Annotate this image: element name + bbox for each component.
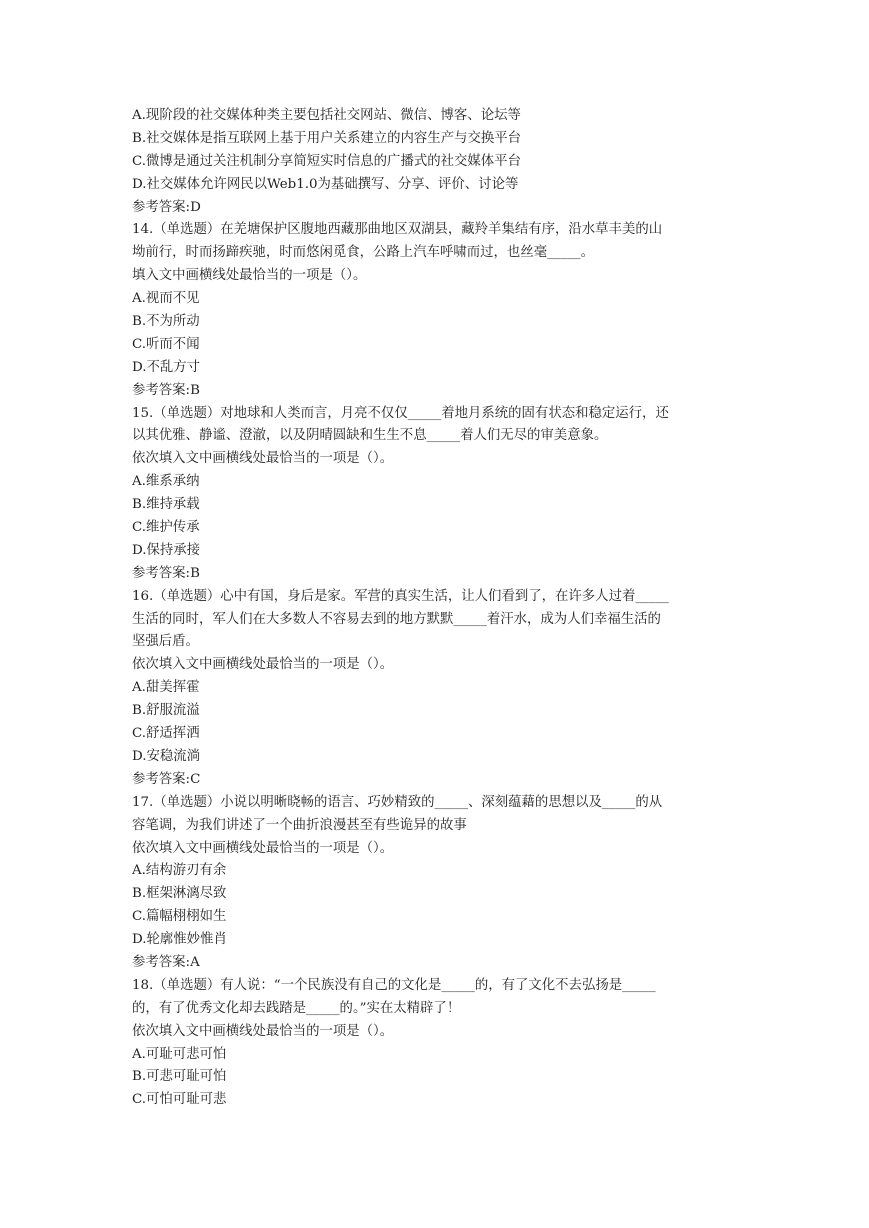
question-prompt: 依次填入文中画横线处最恰当的一项是（）。 <box>132 1023 394 1039</box>
option-line: C.维护传承 <box>132 520 200 536</box>
question-prompt: 依次填入文中画横线处最恰当的一项是（）。 <box>132 451 394 467</box>
answer-line: 参考答案:A <box>132 954 200 970</box>
option-line: D.不乱方寸 <box>132 359 201 375</box>
option-line: D.社交媒体允许网民以Web1.0为基础撰写、分享、评价、讨论等 <box>132 176 519 192</box>
option-line: B.可悲可耻可怕 <box>132 1069 227 1085</box>
question-prompt: 依次填入文中画横线处最恰当的一项是（）。 <box>132 840 394 856</box>
question-14 <box>132 219 738 402</box>
question-17 <box>132 792 738 975</box>
question-prompt: 依次填入文中画横线处最恰当的一项是（）。 <box>132 657 394 673</box>
question-stem: 容笔调，为我们讲述了一个曲折浪漫甚至有些诡异的故事 <box>132 817 467 833</box>
answer-line: 参考答案:B <box>132 382 200 398</box>
question-prompt: 填入文中画横线处最恰当的一项是（）。 <box>132 268 367 284</box>
question-stem: 14.（单选题）在羌塘保护区腹地西藏那曲地区双湖县，藏羚羊集结有序，沿水草丰美的山 <box>132 222 663 238</box>
option-line: A.视而不见 <box>132 291 200 307</box>
question-stem: 的，有了优秀文化却去践踏是_____的。”实在太精辟了！ <box>132 1000 461 1016</box>
question-stem: 17.（单选题）小说以明晰晓畅的语言、巧妙精致的_____、深刻蕴藉的思想以及_____的从 <box>132 794 663 810</box>
option-line: A.维系承纳 <box>132 474 200 490</box>
question-16 <box>132 586 738 792</box>
option-line: A.可耻可悲可怕 <box>132 1046 227 1062</box>
question-stem: 15.（单选题）对地球和人类而言，月亮不仅仅_____着地月系统的固有状态和稳定运行，还 <box>132 405 669 421</box>
option-line: D.保持承接 <box>132 542 201 558</box>
question-stem: 16.（单选题）心中有国，身后是家。军营的真实生活，让人们看到了，在许多人过着_____ <box>132 588 669 604</box>
option-line: C.舒适挥洒 <box>132 726 200 742</box>
question-stem: 以其优雅、静谧、澄澈，以及阴晴圆缺和生生不息_____着人们无尽的审美意象。 <box>132 428 608 444</box>
answer-line: 参考答案:B <box>132 565 200 581</box>
option-line: C.篇幅栩栩如生 <box>132 909 227 925</box>
option-line: B.舒服流溢 <box>132 703 200 719</box>
answer-line: 参考答案:C <box>132 771 201 787</box>
option-line: D.轮廓惟妙惟肖 <box>132 932 227 948</box>
answer-line: 参考答案:D <box>132 199 201 215</box>
document-page <box>132 105 738 1112</box>
option-line: B.维持承载 <box>132 497 200 513</box>
option-line: A.结构游刃有余 <box>132 863 227 879</box>
question-stem: 18.（单选题）有人说：“一个民族没有自己的文化是_____的，有了文化不去弘扬是_____ <box>132 977 656 993</box>
prev-question <box>132 105 738 219</box>
option-line: C.微博是通过关注机制分享简短实时信息的广播式的社交媒体平台 <box>132 153 521 169</box>
option-line: A.甜美挥霍 <box>132 680 200 696</box>
option-line: C.听而不闻 <box>132 336 200 352</box>
option-line: B.社交媒体是指互联网上基于用户关系建立的内容生产与交换平台 <box>132 130 522 146</box>
option-line: A.现阶段的社交媒体种类主要包括社交网站、微信、博客、论坛等 <box>132 108 521 123</box>
option-line: B.框架淋漓尽致 <box>132 886 227 902</box>
question-stem: 坳前行，时而扬蹄疾驰，时而悠闲觅食，公路上汽车呼啸而过，也丝毫_____。 <box>132 245 594 261</box>
question-15 <box>132 403 738 586</box>
question-stem: 生活的同时，军人们在大多数人不容易去到的地方默默_____着汗水，成为人们幸福生活的 <box>132 611 661 627</box>
question-18 <box>132 975 738 1112</box>
option-line: B.不为所动 <box>132 314 200 330</box>
question-stem: 坚强后盾。 <box>132 634 199 650</box>
option-line: D.安稳流淌 <box>132 748 201 764</box>
option-line: C.可怕可耻可悲 <box>132 1092 227 1108</box>
